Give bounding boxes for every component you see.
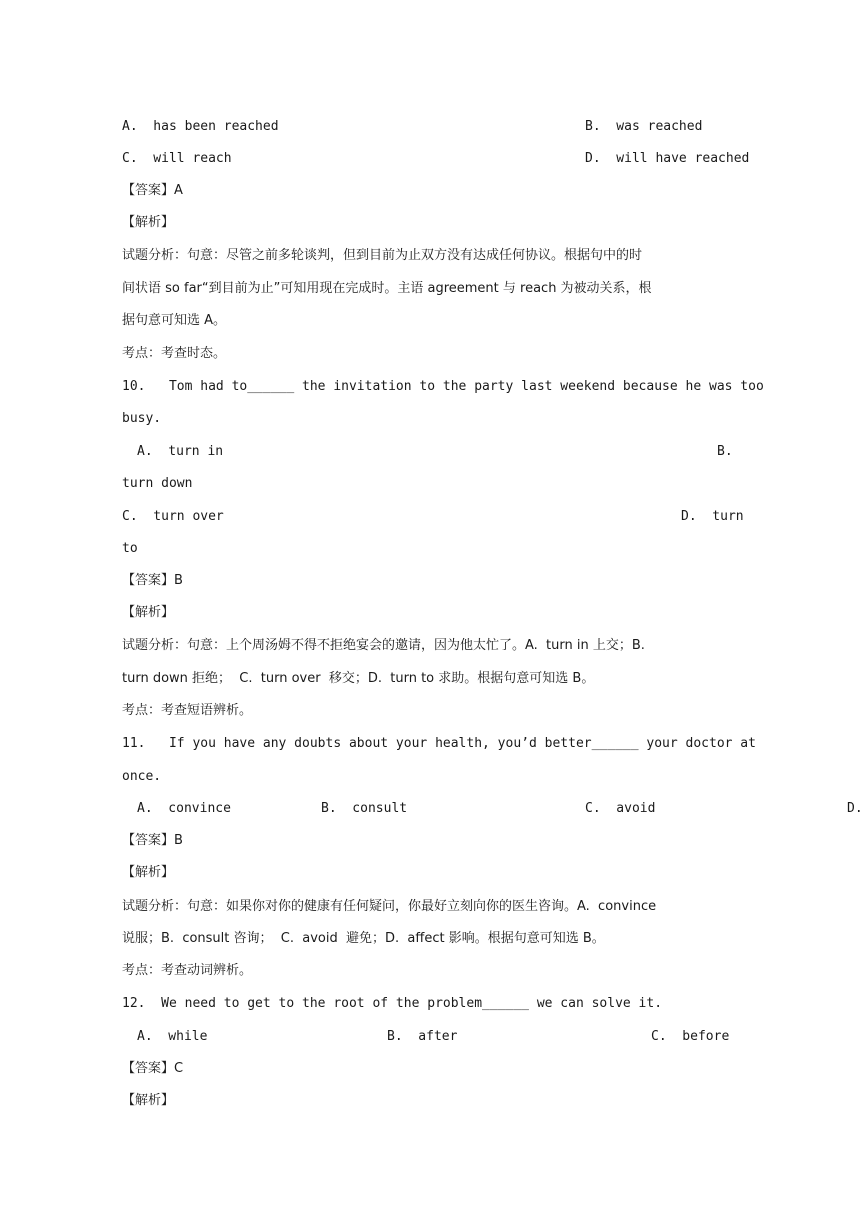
q11-analysis-line: 试题分析：句意：如果你对你的健康有任何疑问，你最好立刻向你的医生咨询。A. convince (122, 899, 657, 914)
q11-stem: 11. If you have any doubts about your health, you’d better______ your doctor at (122, 736, 756, 751)
q12-answer: 【答案】C (122, 1061, 184, 1076)
q10-option-b-text: turn down (122, 476, 193, 491)
q11-stem-continued: once. (122, 769, 162, 784)
q9-point: 考点：考查时态。 (122, 346, 227, 361)
q9-option-c: C. will reach (122, 151, 232, 166)
q10-answer: 【答案】B (122, 573, 183, 588)
q9-option-b: B. was reached (585, 119, 703, 134)
q9-analysis-heading: 【解析】 (122, 215, 175, 230)
q10-option-b-label: B. (717, 444, 733, 459)
q9-option-d: D. will have reached (585, 151, 750, 166)
q11-option-d: D. (847, 801, 863, 816)
q12-analysis-heading: 【解析】 (122, 1093, 175, 1108)
q9-analysis-line: 间状语 so far“到目前为止”可知用现在完成时。主语 agreement 与 reach 为被动关系，根 (122, 281, 652, 296)
q11-option-b: B. consult (321, 801, 408, 816)
q10-option-d-text: to (122, 541, 138, 556)
q10-option-a: A. turn in (137, 444, 224, 459)
q9-answer: 【答案】A (122, 183, 183, 198)
q10-analysis-line: turn down 拒绝； C. turn over 移交；D. turn to 求助。根据句意可知选 B。 (122, 671, 595, 686)
q11-analysis-line: 说服；B. consult 咨询； C. avoid 避免；D. affect 影响。根据句意可知选 B。 (122, 931, 605, 946)
q11-analysis-heading: 【解析】 (122, 865, 175, 880)
q11-point: 考点：考查动词辨析。 (122, 963, 253, 978)
q11-option-a: A. convince (137, 801, 231, 816)
q12-stem: 12. We need to get to the root of the problem______ we can solve it. (122, 996, 663, 1011)
q11-option-c: C. avoid (585, 801, 656, 816)
q9-analysis-line: 试题分析：句意：尽管之前多轮谈判，但到目前为止双方没有达成任何协议。根据句中的时 (122, 248, 643, 263)
q10-option-c: C. turn over (122, 509, 224, 524)
q10-analysis-line: 试题分析：句意：上个周汤姆不得不拒绝宴会的邀请，因为他太忙了。A. turn in 上交；B. (122, 638, 645, 653)
q12-option-a: A. while (137, 1029, 208, 1044)
q9-analysis-line: 据句意可知选 A。 (122, 313, 227, 328)
q9-option-a: A. has been reached (122, 119, 279, 134)
q12-option-b: B. after (387, 1029, 458, 1044)
q12-option-c: C. before (651, 1029, 730, 1044)
q10-stem: 10. Tom had to______ the invitation to the party last weekend because he was too (122, 379, 764, 394)
q10-analysis-heading: 【解析】 (122, 605, 175, 620)
q10-option-d-label: D. turn (681, 509, 744, 524)
q11-answer: 【答案】B (122, 833, 183, 848)
q10-stem-continued: busy. (122, 411, 162, 426)
q10-point: 考点：考查短语辨析。 (122, 703, 253, 718)
